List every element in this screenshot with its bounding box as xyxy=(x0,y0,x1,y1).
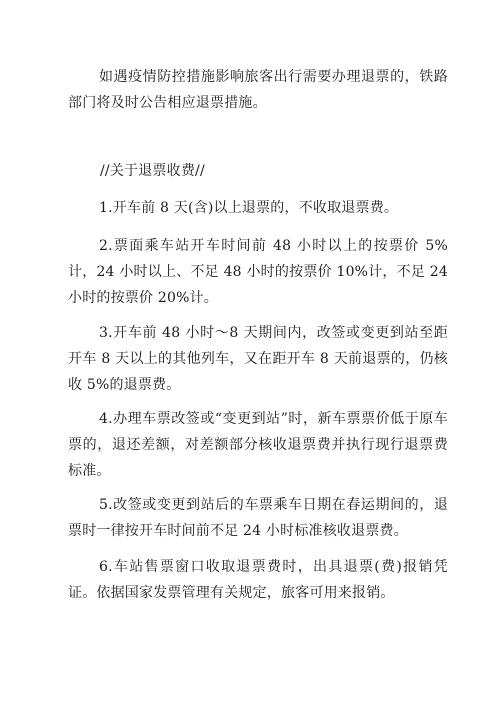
rule-item-1: 1.开车前 8 天(含)以上退票的，不收取退票费。 xyxy=(99,200,399,216)
section-heading: //关于退票收费// xyxy=(100,163,205,179)
intro-paragraph: 如遇疫情防控措施影响旅客出行需要办理退票的，铁路部门将及时公告相应退票措施。 xyxy=(68,69,448,111)
rule-item-4: 4.办理车票改签或“变更到站”时，新车票票价低于原车票的，退还差额，对差额部分核收退票费并执行现行退票费标准。 xyxy=(68,411,448,479)
rule-item-3: 3.开车前 48 小时～8 天期间内，改签或变更到站至距开车 8 天以上的其他列车，又在距开车 8 天前退票的，仍核收 5%的退票费。 xyxy=(68,325,448,393)
rule-item-6: 6.车站售票窗口收取退票费时，出具退票(费)报销凭证。依据国家发票管理有关规定，旅客可用来报销。 xyxy=(68,559,448,601)
rule-item-2: 2.票面乘车站开车时间前 48 小时以上的按票价 5%计，24 小时以上、不足 48 小时的按票价 10%计，不足 24 小时的按票价 20%计。 xyxy=(68,238,448,306)
rule-item-5: 5.改签或变更到站后的车票乘车日期在春运期间的，退票时一律按开车时间前不足 24 小时标准核收退票费。 xyxy=(68,497,448,539)
